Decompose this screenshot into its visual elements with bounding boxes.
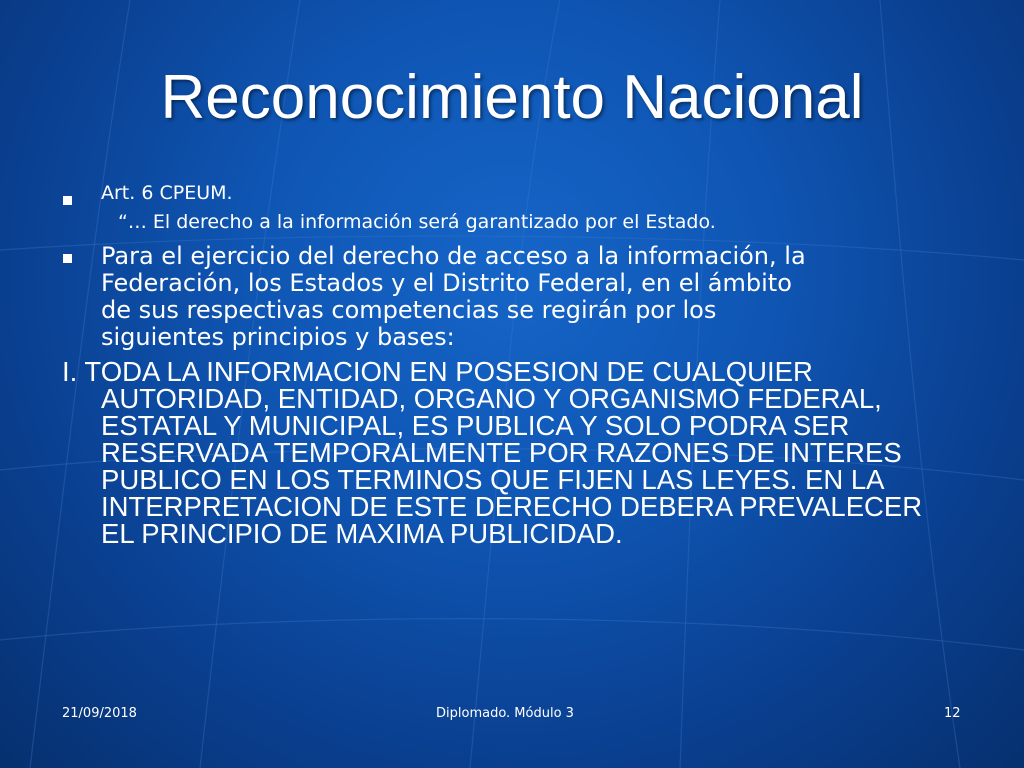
caps-line: INTERPRETACION DE ESTE DERECHO DEBERA PREVALECER: [101, 491, 923, 522]
paragraph-line: de sus respectivas competencias se regirán por los: [101, 296, 717, 324]
caps-line: RESERVADA TEMPORALMENTE POR RAZONES DE INTERES: [101, 437, 902, 468]
caps-line: I. TODA LA INFORMACION EN POSESION DE CUALQUIER: [62, 356, 813, 387]
paragraph-line: Federación, los Estados y el Distrito Federal, en el ámbito: [101, 269, 792, 297]
caps-line: PUBLICO EN LOS TERMINOS QUE FIJEN LAS LEYES. EN LA: [101, 464, 885, 495]
bullet-marker: [63, 254, 72, 263]
bullet-marker: [63, 196, 72, 205]
footer-title: Diplomado. Módulo 3: [436, 706, 574, 721]
slide-title: Reconocimiento Nacional: [160, 63, 864, 132]
footer-date: 21/09/2018: [62, 706, 137, 721]
footer-page-number: 12: [944, 706, 961, 721]
paragraph-line: siguientes principios y bases:: [101, 323, 455, 351]
bullet-text-art6: Art. 6 CPEUM.: [101, 182, 233, 204]
caps-line: ESTATAL Y MUNICIPAL, ES PUBLICA Y SOLO PODRA SER: [101, 410, 850, 441]
caps-line: EL PRINCIPIO DE MAXIMA PUBLICIDAD.: [101, 518, 623, 549]
paragraph-line: Para el ejercicio del derecho de acceso a la información, la: [101, 242, 806, 270]
caps-line: AUTORIDAD, ENTIDAD, ORGANO Y ORGANISMO FEDERAL,: [101, 383, 882, 414]
quote-text: “… El derecho a la información será garantizado por el Estado.: [118, 211, 716, 233]
